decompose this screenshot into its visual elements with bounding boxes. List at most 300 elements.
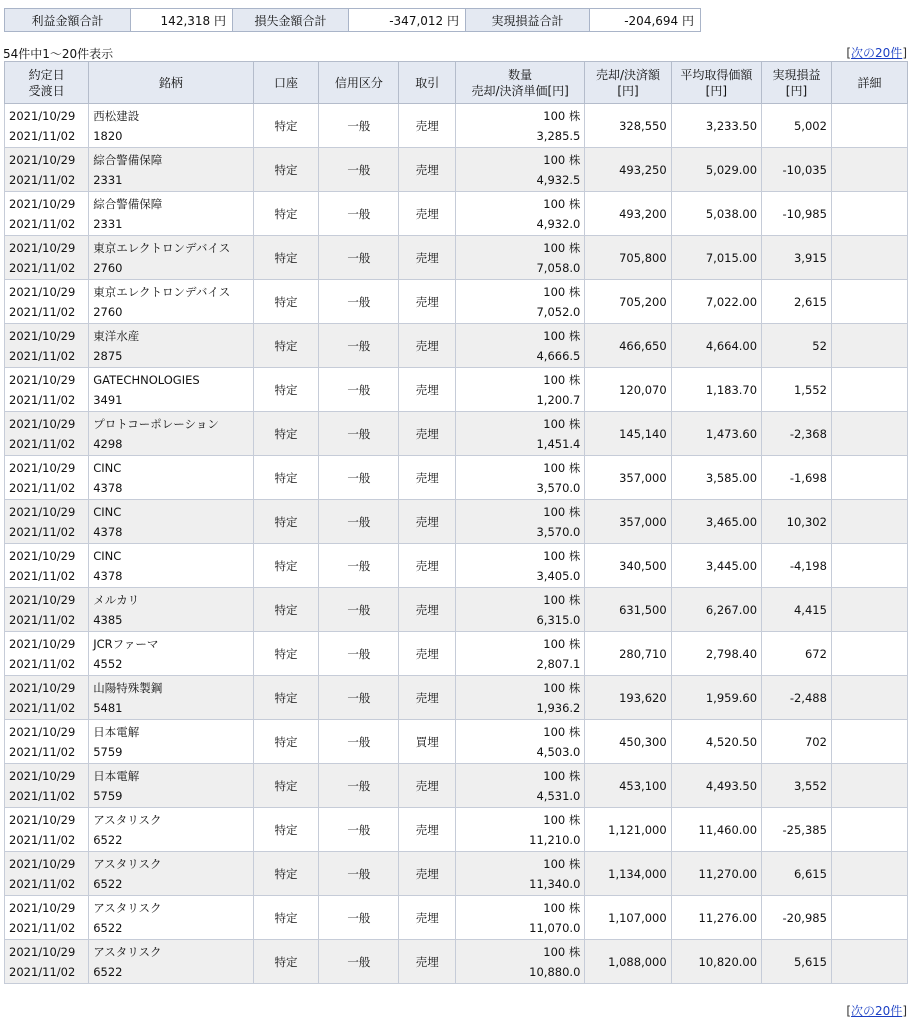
table-row	[5, 940, 908, 984]
table-row	[5, 896, 908, 940]
security-name: アスタリスク	[93, 944, 162, 959]
settle-amount: 280,710	[585, 632, 671, 676]
trade-date: 2021/10/29	[9, 504, 76, 519]
table-row	[5, 456, 908, 500]
settle-amount: 453,100	[585, 764, 671, 808]
credit-type: 一般	[319, 368, 399, 412]
account-type: 特定	[253, 588, 319, 632]
trade-date: 2021/10/29	[9, 152, 76, 167]
detail-cell	[831, 456, 907, 500]
settle-price: 11,210.0	[529, 832, 581, 847]
settle-price: 4,503.0	[536, 744, 581, 759]
trade-date-cell	[5, 500, 89, 544]
table-row	[5, 808, 908, 852]
security-name: CINC	[93, 504, 122, 519]
trade-date-cell	[5, 940, 89, 984]
avg-acquisition-price: 1,473.60	[671, 412, 761, 456]
result-count: 54件中1～20件表示	[3, 47, 114, 61]
realized-pl: -4,198	[762, 544, 832, 588]
account-type: 特定	[253, 500, 319, 544]
quantity: 100 株	[543, 944, 581, 959]
qty-price-cell	[455, 192, 584, 236]
qty-price-cell	[455, 500, 584, 544]
trade-type: 売埋	[399, 588, 456, 632]
quantity: 100 株	[543, 900, 581, 915]
table-row	[5, 544, 908, 588]
avg-acquisition-price: 7,015.00	[671, 236, 761, 280]
security-name: GATECHNOLOGIES	[93, 372, 200, 387]
next-page-nav-bottom: [次の20件]	[846, 1004, 907, 1018]
realized-pl: 702	[762, 720, 832, 764]
header-detail: 詳細	[831, 62, 907, 104]
settle-price: 4,932.5	[536, 172, 581, 187]
qty-price-cell	[455, 676, 584, 720]
qty-price-cell	[455, 852, 584, 896]
table-row	[5, 368, 908, 412]
settle-price: 1,200.7	[536, 392, 581, 407]
settle-amount: 1,107,000	[585, 896, 671, 940]
quantity: 100 株	[543, 460, 581, 475]
table-row	[5, 192, 908, 236]
profit-total-label: 利益金額合計	[5, 9, 131, 32]
realized-pl: 3,552	[762, 764, 832, 808]
trade-type: 売埋	[399, 632, 456, 676]
security-code: 6522	[93, 832, 123, 847]
account-type: 特定	[253, 280, 319, 324]
qty-price-cell	[455, 544, 584, 588]
trade-date-cell	[5, 720, 89, 764]
settle-date: 2021/11/02	[9, 612, 76, 627]
settle-date: 2021/11/02	[9, 656, 76, 671]
detail-cell	[831, 412, 907, 456]
trade-type: 売埋	[399, 104, 456, 148]
realized-pl: -1,698	[762, 456, 832, 500]
settle-price: 3,570.0	[536, 524, 581, 539]
security-cell	[89, 764, 253, 808]
header-credit: 信用区分	[319, 62, 399, 104]
credit-type: 一般	[319, 632, 399, 676]
account-type: 特定	[253, 324, 319, 368]
header-qty: 数量 売却/決済単価[円]	[455, 62, 584, 104]
security-name: アスタリスク	[93, 812, 162, 827]
trade-type: 売埋	[399, 368, 456, 412]
credit-type: 一般	[319, 852, 399, 896]
quantity: 100 株	[543, 504, 581, 519]
trade-type: 売埋	[399, 456, 456, 500]
security-code: 2331	[93, 172, 123, 187]
next-page-nav-top: [次の20件]	[846, 46, 907, 60]
settle-price: 2,807.1	[536, 656, 581, 671]
table-row	[5, 632, 908, 676]
qty-price-cell	[455, 588, 584, 632]
settle-date: 2021/11/02	[9, 832, 76, 847]
credit-type: 一般	[319, 324, 399, 368]
settle-date: 2021/11/02	[9, 436, 76, 451]
trade-date-cell	[5, 852, 89, 896]
trade-type: 売埋	[399, 852, 456, 896]
loss-total-label: 損失金額合計	[233, 9, 349, 32]
security-name: メルカリ	[93, 592, 140, 607]
trade-date: 2021/10/29	[9, 812, 76, 827]
settle-amount: 705,800	[585, 236, 671, 280]
header-name: 銘柄	[89, 62, 253, 104]
account-type: 特定	[253, 940, 319, 984]
account-type: 特定	[253, 852, 319, 896]
avg-acquisition-price: 11,270.00	[671, 852, 761, 896]
account-type: 特定	[253, 808, 319, 852]
trade-date: 2021/10/29	[9, 680, 76, 695]
qty-price-cell	[455, 456, 584, 500]
security-name: 山陽特殊製鋼	[93, 680, 163, 695]
settle-price: 7,058.0	[536, 260, 581, 275]
quantity: 100 株	[543, 416, 581, 431]
trade-type: 売埋	[399, 324, 456, 368]
settle-price: 4,531.0	[536, 788, 581, 803]
trade-date-cell	[5, 324, 89, 368]
table-row	[5, 500, 908, 544]
trade-type: 売埋	[399, 544, 456, 588]
security-cell	[89, 236, 253, 280]
avg-acquisition-price: 3,585.00	[671, 456, 761, 500]
avg-acquisition-price: 7,022.00	[671, 280, 761, 324]
quantity: 100 株	[543, 328, 581, 343]
avg-acquisition-price: 2,798.40	[671, 632, 761, 676]
qty-price-cell	[455, 148, 584, 192]
profit-total-value: 142,318 円	[131, 9, 233, 32]
security-cell	[89, 148, 253, 192]
table-row	[5, 324, 908, 368]
security-cell	[89, 412, 253, 456]
realized-pl: -25,385	[762, 808, 832, 852]
security-code: 4378	[93, 480, 123, 495]
detail-cell	[831, 852, 907, 896]
trade-type: 売埋	[399, 896, 456, 940]
security-cell	[89, 676, 253, 720]
trade-date-cell	[5, 544, 89, 588]
detail-cell	[831, 676, 907, 720]
realized-pl-table	[4, 61, 908, 984]
trade-date: 2021/10/29	[9, 240, 76, 255]
realized-pl: -2,368	[762, 412, 832, 456]
settle-price: 1,936.2	[536, 700, 581, 715]
security-name: 日本電解	[93, 768, 140, 783]
qty-price-cell	[455, 720, 584, 764]
loss-total-value: -347,012 円	[349, 9, 466, 32]
credit-type: 一般	[319, 104, 399, 148]
qty-price-cell	[455, 632, 584, 676]
settle-date: 2021/11/02	[9, 568, 76, 583]
settle-date: 2021/11/02	[9, 920, 76, 935]
security-cell	[89, 720, 253, 764]
quantity: 100 株	[543, 768, 581, 783]
trade-date: 2021/10/29	[9, 944, 76, 959]
qty-price-cell	[455, 412, 584, 456]
detail-cell	[831, 148, 907, 192]
detail-cell	[831, 588, 907, 632]
security-cell	[89, 324, 253, 368]
settle-price: 3,285.5	[536, 128, 581, 143]
security-cell	[89, 368, 253, 412]
header-amount: 売却/決済額 [円]	[585, 62, 671, 104]
avg-acquisition-price: 4,520.50	[671, 720, 761, 764]
credit-type: 一般	[319, 808, 399, 852]
avg-acquisition-price: 1,959.60	[671, 676, 761, 720]
trade-type: 売埋	[399, 280, 456, 324]
security-name: CINC	[93, 460, 122, 475]
realized-pl: -10,035	[762, 148, 832, 192]
detail-cell	[831, 544, 907, 588]
account-type: 特定	[253, 412, 319, 456]
settle-amount: 1,121,000	[585, 808, 671, 852]
security-name: CINC	[93, 548, 122, 563]
avg-acquisition-price: 3,445.00	[671, 544, 761, 588]
qty-price-cell	[455, 808, 584, 852]
security-name: 日本電解	[93, 724, 140, 739]
settle-date: 2021/11/02	[9, 964, 76, 979]
security-name: プロトコーポレーション	[93, 416, 219, 431]
settle-date: 2021/11/02	[9, 304, 76, 319]
security-cell	[89, 588, 253, 632]
realized-pl: 4,415	[762, 588, 832, 632]
avg-acquisition-price: 3,233.50	[671, 104, 761, 148]
table-row	[5, 764, 908, 808]
table-row	[5, 588, 908, 632]
security-code: 4552	[93, 656, 123, 671]
realized-pl: 52	[762, 324, 832, 368]
security-code: 5481	[93, 700, 123, 715]
trade-date: 2021/10/29	[9, 108, 76, 123]
settle-price: 6,315.0	[536, 612, 581, 627]
header-realized-pl: 実現損益 [円]	[762, 62, 832, 104]
credit-type: 一般	[319, 192, 399, 236]
trade-date-cell	[5, 456, 89, 500]
header-avg-price: 平均取得価額 [円]	[671, 62, 761, 104]
trade-type: 売埋	[399, 412, 456, 456]
account-type: 特定	[253, 764, 319, 808]
avg-acquisition-price: 4,664.00	[671, 324, 761, 368]
settle-amount: 357,000	[585, 500, 671, 544]
realized-pl: 672	[762, 632, 832, 676]
account-type: 特定	[253, 104, 319, 148]
security-cell	[89, 632, 253, 676]
avg-acquisition-price: 1,183.70	[671, 368, 761, 412]
settle-date: 2021/11/02	[9, 216, 76, 231]
trade-date-cell	[5, 368, 89, 412]
settle-price: 4,932.0	[536, 216, 581, 231]
security-code: 4385	[93, 612, 123, 627]
trade-date: 2021/10/29	[9, 636, 76, 651]
realized-pl: 5,615	[762, 940, 832, 984]
avg-acquisition-price: 10,820.00	[671, 940, 761, 984]
security-cell	[89, 280, 253, 324]
trade-date-cell	[5, 588, 89, 632]
security-name: アスタリスク	[93, 900, 162, 915]
security-cell	[89, 896, 253, 940]
security-code: 6522	[93, 876, 123, 891]
trade-date: 2021/10/29	[9, 900, 76, 915]
quantity: 100 株	[543, 548, 581, 563]
trade-date-cell	[5, 236, 89, 280]
avg-acquisition-price: 5,038.00	[671, 192, 761, 236]
security-code: 5759	[93, 744, 123, 759]
settle-date: 2021/11/02	[9, 348, 76, 363]
realized-pl: -2,488	[762, 676, 832, 720]
detail-cell	[831, 368, 907, 412]
settle-price: 4,666.5	[536, 348, 581, 363]
trade-type: 売埋	[399, 148, 456, 192]
settle-amount: 120,070	[585, 368, 671, 412]
trade-type: 売埋	[399, 764, 456, 808]
trade-date-cell	[5, 148, 89, 192]
settle-date: 2021/11/02	[9, 700, 76, 715]
table-row	[5, 720, 908, 764]
settle-date: 2021/11/02	[9, 480, 76, 495]
detail-cell	[831, 104, 907, 148]
avg-acquisition-price: 4,493.50	[671, 764, 761, 808]
qty-price-cell	[455, 104, 584, 148]
quantity: 100 株	[543, 592, 581, 607]
settle-amount: 145,140	[585, 412, 671, 456]
net-total-label: 実現損益合計	[466, 9, 590, 32]
settle-date: 2021/11/02	[9, 392, 76, 407]
realized-pl: -10,985	[762, 192, 832, 236]
security-cell	[89, 940, 253, 984]
detail-cell	[831, 720, 907, 764]
trade-date: 2021/10/29	[9, 196, 76, 211]
detail-cell	[831, 764, 907, 808]
quantity: 100 株	[543, 196, 581, 211]
qty-price-cell	[455, 940, 584, 984]
avg-acquisition-price: 5,029.00	[671, 148, 761, 192]
settle-date: 2021/11/02	[9, 788, 76, 803]
trade-date-cell	[5, 676, 89, 720]
security-code: 4378	[93, 568, 123, 583]
realized-pl: 3,915	[762, 236, 832, 280]
security-name: 東洋水産	[93, 328, 140, 343]
account-type: 特定	[253, 192, 319, 236]
security-code: 3491	[93, 392, 123, 407]
settle-amount: 1,134,000	[585, 852, 671, 896]
account-type: 特定	[253, 676, 319, 720]
next-20-link-top[interactable]: 次の20件	[851, 46, 903, 60]
realized-pl: 1,552	[762, 368, 832, 412]
table-row	[5, 148, 908, 192]
security-cell	[89, 500, 253, 544]
table-header-row	[5, 62, 908, 104]
trade-date: 2021/10/29	[9, 592, 76, 607]
quantity: 100 株	[543, 724, 581, 739]
security-cell	[89, 192, 253, 236]
security-code: 4298	[93, 436, 123, 451]
table-row	[5, 852, 908, 896]
detail-cell	[831, 236, 907, 280]
quantity: 100 株	[543, 284, 581, 299]
settle-price: 11,070.0	[529, 920, 581, 935]
credit-type: 一般	[319, 588, 399, 632]
security-name: 東京エレクトロンデバイス	[93, 240, 231, 255]
qty-price-cell	[455, 236, 584, 280]
settle-amount: 193,620	[585, 676, 671, 720]
settle-amount: 493,250	[585, 148, 671, 192]
detail-cell	[831, 632, 907, 676]
trade-date-cell	[5, 104, 89, 148]
credit-type: 一般	[319, 764, 399, 808]
settle-amount: 1,088,000	[585, 940, 671, 984]
realized-pl: 5,002	[762, 104, 832, 148]
account-type: 特定	[253, 544, 319, 588]
settle-amount: 340,500	[585, 544, 671, 588]
avg-acquisition-price: 6,267.00	[671, 588, 761, 632]
settle-amount: 328,550	[585, 104, 671, 148]
settle-amount: 705,200	[585, 280, 671, 324]
trade-date: 2021/10/29	[9, 372, 76, 387]
security-name: JCRファーマ	[93, 636, 159, 651]
account-type: 特定	[253, 896, 319, 940]
trade-date: 2021/10/29	[9, 416, 76, 431]
trade-type: 売埋	[399, 192, 456, 236]
quantity: 100 株	[543, 812, 581, 827]
settle-amount: 357,000	[585, 456, 671, 500]
security-cell	[89, 456, 253, 500]
trade-type: 売埋	[399, 808, 456, 852]
trade-date: 2021/10/29	[9, 768, 76, 783]
next-20-link-bottom[interactable]: 次の20件	[851, 1004, 903, 1018]
detail-cell	[831, 280, 907, 324]
trade-date-cell	[5, 412, 89, 456]
qty-price-cell	[455, 280, 584, 324]
security-code: 1820	[93, 128, 123, 143]
credit-type: 一般	[319, 896, 399, 940]
realized-pl: 10,302	[762, 500, 832, 544]
security-name: 東京エレクトロンデバイス	[93, 284, 231, 299]
realized-pl: -20,985	[762, 896, 832, 940]
settle-price: 11,340.0	[529, 876, 581, 891]
credit-type: 一般	[319, 940, 399, 984]
net-total-value: -204,694 円	[590, 9, 701, 32]
qty-price-cell	[455, 896, 584, 940]
security-cell	[89, 544, 253, 588]
security-name: 綜合警備保障	[93, 152, 163, 167]
table-row	[5, 412, 908, 456]
settle-price: 3,570.0	[536, 480, 581, 495]
security-name: 西松建設	[93, 108, 140, 123]
trade-type: 売埋	[399, 236, 456, 280]
security-cell	[89, 852, 253, 896]
detail-cell	[831, 940, 907, 984]
credit-type: 一般	[319, 148, 399, 192]
trade-type: 売埋	[399, 500, 456, 544]
security-code: 2875	[93, 348, 123, 363]
quantity: 100 株	[543, 240, 581, 255]
trade-date: 2021/10/29	[9, 460, 76, 475]
detail-cell	[831, 192, 907, 236]
credit-type: 一般	[319, 544, 399, 588]
trade-type: 買埋	[399, 720, 456, 764]
qty-price-cell	[455, 324, 584, 368]
security-cell	[89, 104, 253, 148]
realized-pl: 2,615	[762, 280, 832, 324]
account-type: 特定	[253, 632, 319, 676]
security-name: アスタリスク	[93, 856, 162, 871]
credit-type: 一般	[319, 412, 399, 456]
account-type: 特定	[253, 148, 319, 192]
trade-type: 売埋	[399, 940, 456, 984]
settle-price: 1,451.4	[536, 436, 581, 451]
table-row	[5, 280, 908, 324]
settle-date: 2021/11/02	[9, 260, 76, 275]
credit-type: 一般	[319, 280, 399, 324]
header-trade: 取引	[399, 62, 456, 104]
